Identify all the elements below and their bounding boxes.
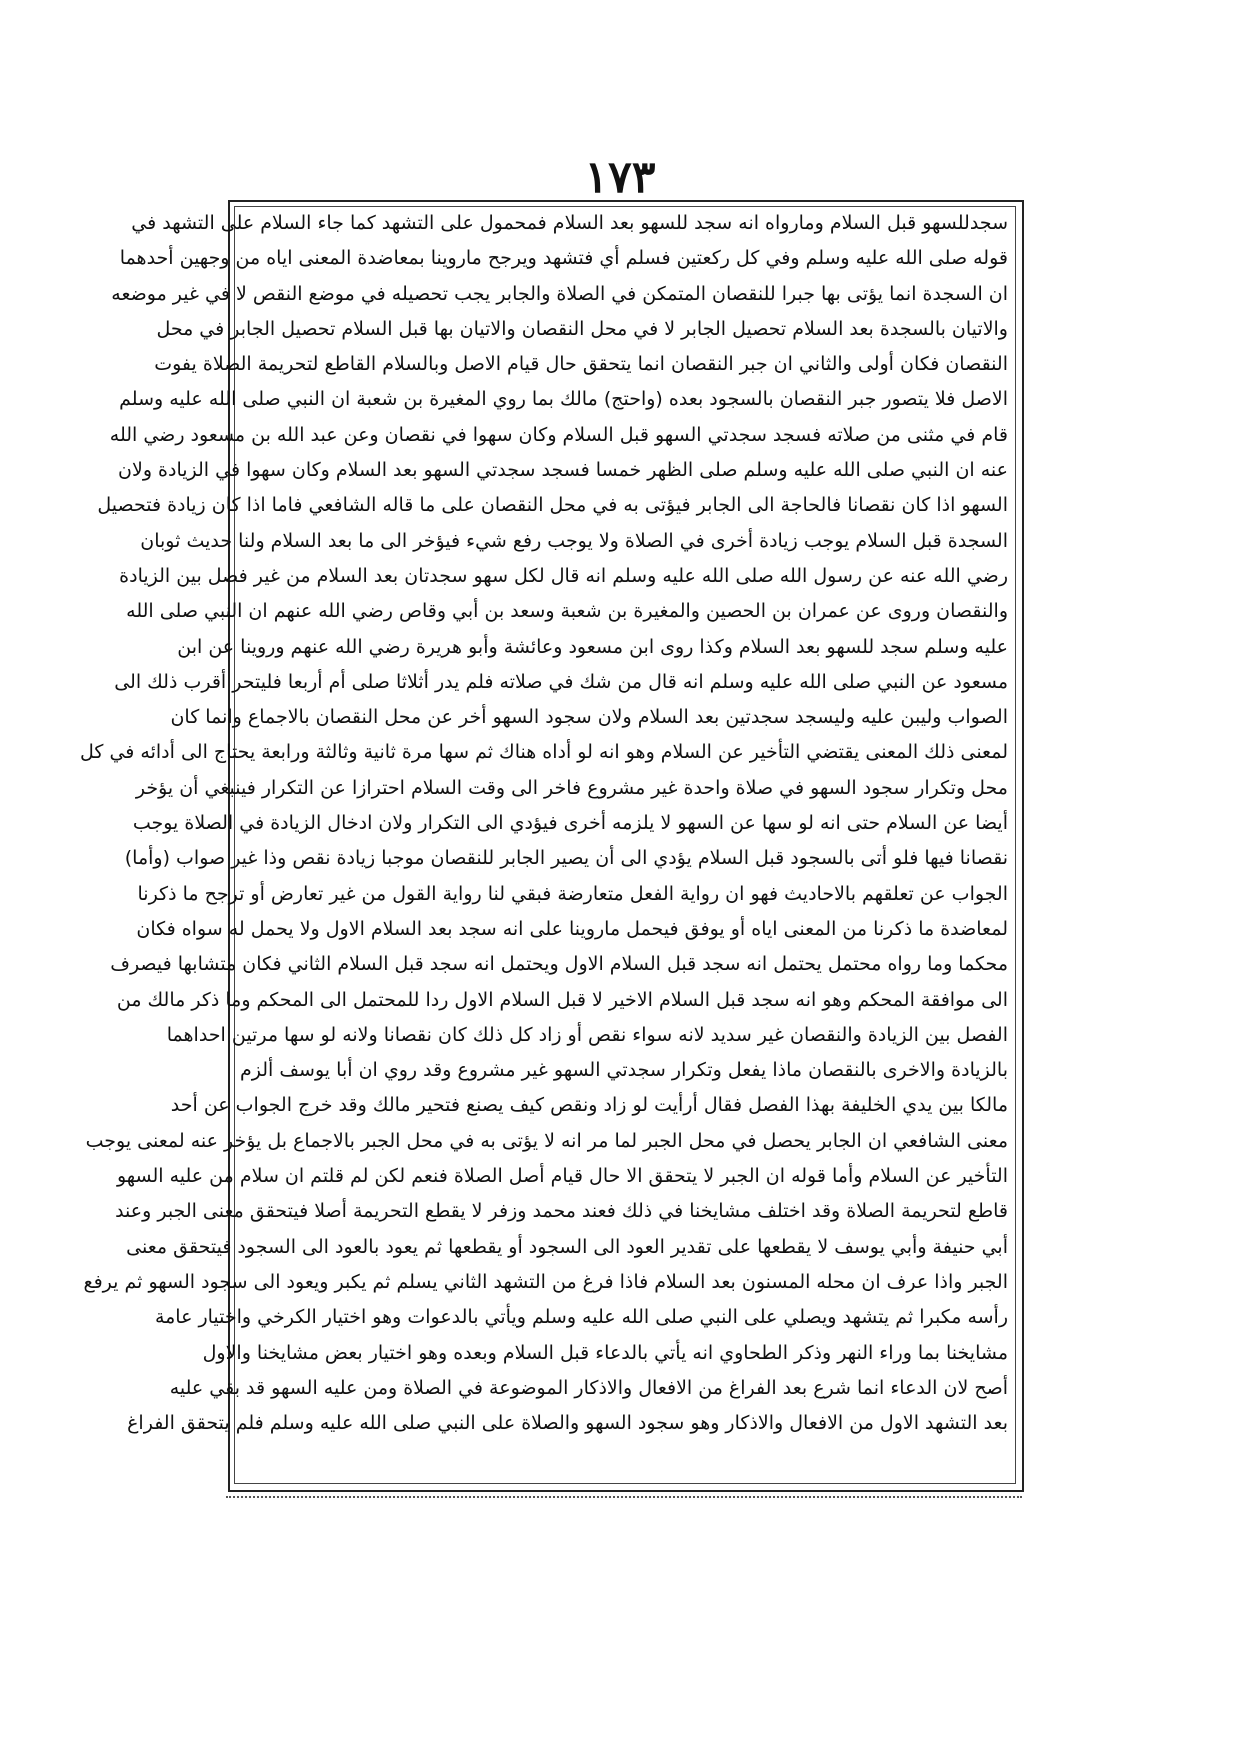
text-line: سجدللسهو قبل السلام ومارواه انه سجد للسهو بعد السلام فمحمول على التشهد كما جاء السلام على التشهد في xyxy=(131,212,1008,234)
text-line: عليه وسلم سجد للسهو بعد السلام وكذا روى ابن مسعود وعائشة وأبو هريرة رضي الله عنهم وروينا عن ابن xyxy=(177,635,1008,658)
text-line: السجدة قبل السلام يوجب زيادة أخرى في الصلاة ولا يوجب رفع شيء فيؤخر الى ما بعد السلام ولنا حديث ثوبان xyxy=(140,529,1008,552)
text-line: الجواب عن تعلقهم بالاحاديث فهو ان رواية الفعل متعارضة فبقي لنا رواية القول من غير تعارض أو ترجح ما ذكرنا xyxy=(137,882,1008,905)
bottom-dotted-rule xyxy=(226,1496,1022,1498)
text-line: قوله صلى الله عليه وسلم وفي كل ركعتين فسلم أي فتشهد ويرجح ماروينا بمعاضدة المعنى اياه من وجهين أحدهما xyxy=(119,247,1008,270)
text-line: مشايخنا بما وراء النهر وذكر الطحاوي انه يأتي بالدعاء قبل السلام وبعده وهو اختيار بعض مشايخنا والاول xyxy=(202,1341,1008,1364)
text-line: السهو اذا كان نقصانا فالحاجة الى الجابر فيؤتى به في محل النقصان على ما قاله الشافعي فاما اذا كان زيادة فتحصيل xyxy=(97,494,1008,517)
text-line: الصواب وليبن عليه وليسجد سجدتين بعد السلام ولان سجود السهو أخر عن محل النقصان بالاجماع وانما كان xyxy=(170,706,1008,729)
text-line: بعد التشهد الاول من الافعال والاذكار وهو سجود السهو والصلاة على النبي صلى الله عليه وسلم فلم يتحقق الفراغ xyxy=(127,1412,1008,1435)
text-line: أصح لان الدعاء انما شرع بعد الفراغ من الافعال والاذكار الموضوعة في الصلاة ومن عليه السهو قد بقي عليه xyxy=(169,1376,1008,1399)
text-line: محل وتكرار سجود السهو في صلاة واحدة غير مشروع فاخر الى وقت السلام احترازا عن التكرار فينبغي أن يؤخر xyxy=(135,776,1008,799)
text-line: نقصانا فيها فلو أتى بالسجود قبل السلام يؤدي الى أن يصير الجابر للنقصان موجبا زيادة نقص وذا غير صواب (وأما) xyxy=(124,847,1008,870)
text-line: محكما وما رواه محتمل يحتمل انه سجد قبل السلام الاول ويحتمل انه سجد قبل السلام الثاني فكان متشابها فيصرف xyxy=(110,953,1008,976)
text-line: مالكا بين يدي الخليفة بهذا الفصل فقال أرأيت لو زاد ونقص كيف يصنع فتحير مالك وقد خرج الجواب عن أحد xyxy=(170,1094,1008,1117)
text-line: الجبر واذا عرف ان محله المسنون بعد السلام فاذا فرغ من التشهد الثاني يسلم ثم يكبر ويعود الى سجود السهو ثم يرفع xyxy=(83,1270,1008,1293)
text-line: مسعود عن النبي صلى الله عليه وسلم انه قال من شك في صلاته فلم يدر أثلاثا صلى أم أربعا فليتحر أقرب ذلك الى xyxy=(114,670,1008,693)
text-line: ان السجدة انما يؤتى بها جبرا للنقصان المتمكن في الصلاة والجابر يجب تحصيله في موضع النقص لا في غير موضعه xyxy=(111,282,1008,305)
text-line: الى موافقة المحكم وهو انه سجد قبل السلام الاخير لا قبل السلام الاول ردا للمحتمل الى المحكم وما ذكر مالك من xyxy=(116,988,1008,1011)
text-line: معنى الشافعي ان الجابر يحصل في محل الجبر لما مر انه لا يؤتى به في محل الجبر بالاجماع بل يؤخر عنه لمعنى يوجب xyxy=(85,1129,1008,1152)
text-line: رأسه مكبرا ثم يتشهد ويصلي على النبي صلى الله عليه وسلم ويأتي بالدعوات وهو اختيار الكرخي واختيار عامة xyxy=(154,1306,1008,1329)
text-line: الفصل بين الزيادة والنقصان غير سديد لانه سواء نقص أو زاد كل ذلك كان نقصانا ولانه لو سها مرتين احداهما xyxy=(166,1023,1008,1046)
page-number: ١٧٣ xyxy=(584,152,656,203)
text-line: التأخير عن السلام وأما قوله ان الجبر لا يتحقق الا حال قيام أصل الصلاة فنعم لكن لم قلتم ان سلام من عليه السهو xyxy=(116,1165,1008,1188)
text-line: أيضا عن السلام حتى انه لو سها عن السهو لا يلزمه أخرى فيؤدي الى التكرار ولان ادخال الزيادة في الصلاة يوجب xyxy=(132,812,1008,835)
text-line: قاطع لتحريمة الصلاة وقد اختلف مشايخنا في ذلك فعند محمد وزفر لا يقطع التحريمة أصلا فيتحقق معنى الجبر وعند xyxy=(115,1200,1008,1223)
text-line: قام في مثنى من صلاته فسجد سجدتي السهو قبل السلام وكان سهوا في نقصان وعن عبد الله بن مسعود رضي الله xyxy=(109,423,1008,446)
main-text-block xyxy=(79,206,1008,1480)
text-line: الاصل فلا يتصور جبر النقصان بالسجود بعده (واحتج) مالك بما روي المغيرة بن شعبة ان النبي صلى الله عليه وسلم xyxy=(119,388,1008,411)
text-line: النقصان فكان أولى والثاني ان جبر النقصان انما يتحقق حال قيام الاصل وبالسلام القاطع لتحريمة الصلاة يفوت xyxy=(154,353,1008,376)
text-line: بالزيادة والاخرى بالنقصان ماذا يفعل وتكرار سجدتي السهو غير مشروع وقد روي ان أبا يوسف ألزم xyxy=(240,1059,1008,1082)
text-line: عنه ان النبي صلى الله عليه وسلم صلى الظهر خمسا فسجد سجدتي السهو بعد السلام وكان سهوا في الزيادة ولان xyxy=(118,459,1008,482)
text-line: لمعنى ذلك المعنى يقتضي التأخير عن السلام وهو انه لو أداه هناك ثم سها مرة ثانية وثالثة ورابعة يحتاج الى أدائه في كل xyxy=(79,741,1008,764)
text-line: أبي حنيفة وأبي يوسف لا يقطعها على تقدير العود الى السجود أو يقطعها ثم يعود بالعود الى السجود فيتحقق معنى xyxy=(126,1235,1008,1258)
text-line: والاتيان بالسجدة بعد السلام تحصيل الجابر لا في محل النقصان والاتيان بها قبل السلام تحصيل الجابر في محل xyxy=(156,317,1008,340)
text-line: رضي الله عنه عن رسول الله صلى الله عليه وسلم انه قال لكل سهو سجدتان بعد السلام من غير فصل بين الزيادة xyxy=(119,564,1008,587)
text-line: لمعاضدة ما ذكرنا من المعنى اياه أو يوفق فيحمل ماروينا على انه سجد بعد السلام الاول ولا يحمل له سواه فكان xyxy=(136,917,1008,940)
text-line: والنقصان وروى عن عمران بن الحصين والمغيرة بن شعبة وسعد بن أبي وقاص رضي الله عنهم ان النبي صلى الله xyxy=(126,600,1008,623)
